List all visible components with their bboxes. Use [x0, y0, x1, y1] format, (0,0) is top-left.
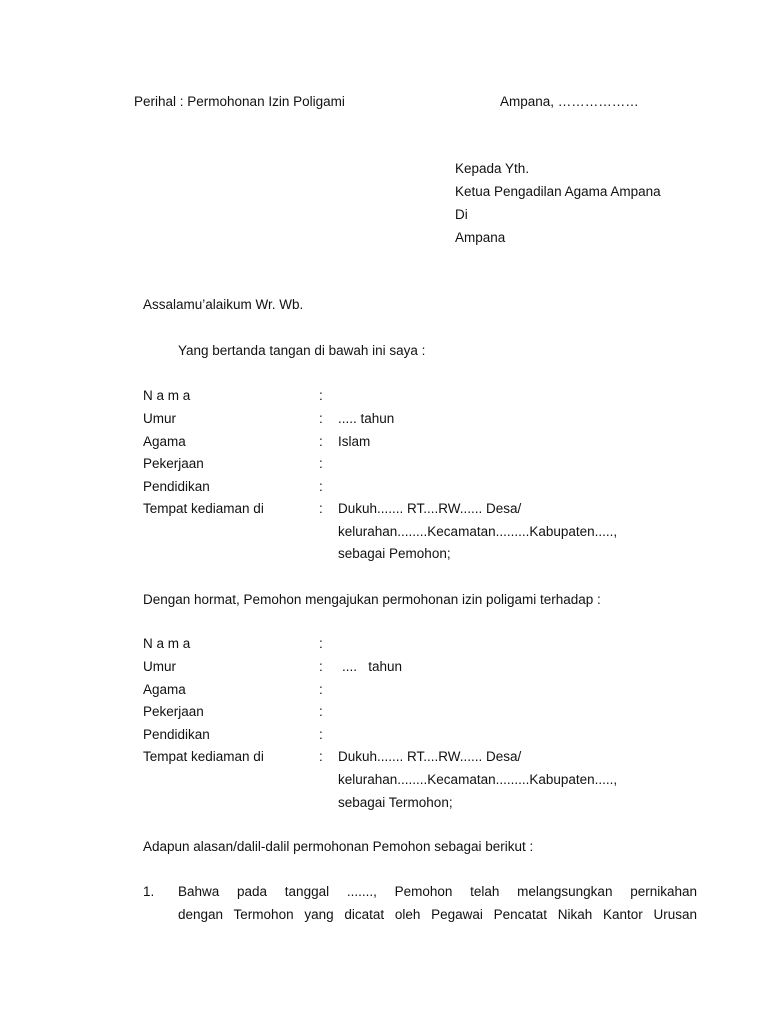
field-value: Dukuh....... RT....RW...... Desa/: [338, 501, 522, 516]
field-colon: :: [319, 659, 323, 674]
field-label: Umur: [143, 411, 176, 426]
place-date: Ampana, ………………: [500, 94, 639, 109]
field-colon: :: [319, 479, 323, 494]
addressee-line: Ampana: [455, 230, 506, 245]
field-colon: :: [319, 434, 323, 449]
field-label: Pendidikan: [143, 479, 210, 494]
field-value: ..... tahun: [338, 411, 395, 426]
addressee-line: Kepada Yth.: [455, 161, 530, 176]
hormat-text: Dengan hormat, Pemohon mengajukan permohonan izin poligami terhadap :: [143, 592, 601, 607]
field-colon: :: [319, 704, 323, 719]
field-label: Tempat kediaman di: [143, 501, 264, 516]
field-label: Agama: [143, 434, 186, 449]
addressee-line: Di: [455, 207, 468, 222]
alasan-intro: Adapun alasan/dalil-dalil permohonan Pemohon sebagai berikut :: [143, 839, 534, 854]
field-colon: :: [319, 749, 323, 764]
field-label: Tempat kediaman di: [143, 749, 264, 764]
field-label: Pekerjaan: [143, 704, 204, 719]
field-colon: :: [319, 388, 323, 403]
field-colon: :: [319, 727, 323, 742]
field-label: Umur: [143, 659, 176, 674]
field-value: Islam: [338, 434, 371, 449]
field-colon: :: [319, 636, 323, 651]
list-item-text: Bahwa pada tanggal ......., Pemohon telah melangsungkan pernikahan: [178, 884, 697, 899]
field-colon: :: [319, 411, 323, 426]
list-item-text: dengan Termohon yang dicatat oleh Pegawai Pencatat Nikah Kantor Urusan: [178, 907, 697, 922]
field-value: .... tahun: [342, 659, 403, 674]
list-item-number: 1.: [143, 884, 155, 899]
field-value: kelurahan........Kecamatan.........Kabupaten.....,: [338, 524, 618, 539]
field-colon: :: [319, 501, 323, 516]
field-label: Agama: [143, 682, 186, 697]
field-label: N a m a: [143, 636, 191, 651]
field-value: sebagai Termohon;: [338, 795, 453, 810]
greeting: Assalamu’alaikum Wr. Wb.: [143, 297, 304, 312]
subject-line: Perihal : Permohonan Izin Poligami: [134, 94, 345, 109]
intro-text: Yang bertanda tangan di bawah ini saya :: [178, 343, 426, 358]
field-colon: :: [319, 682, 323, 697]
field-value: Dukuh....... RT....RW...... Desa/: [338, 749, 522, 764]
field-label: N a m a: [143, 388, 191, 403]
field-value: sebagai Pemohon;: [338, 546, 451, 561]
field-label: Pekerjaan: [143, 456, 204, 471]
field-value: kelurahan........Kecamatan.........Kabupaten.....,: [338, 772, 618, 787]
field-colon: :: [319, 456, 323, 471]
addressee-line: Ketua Pengadilan Agama Ampana: [455, 184, 661, 199]
field-label: Pendidikan: [143, 727, 210, 742]
